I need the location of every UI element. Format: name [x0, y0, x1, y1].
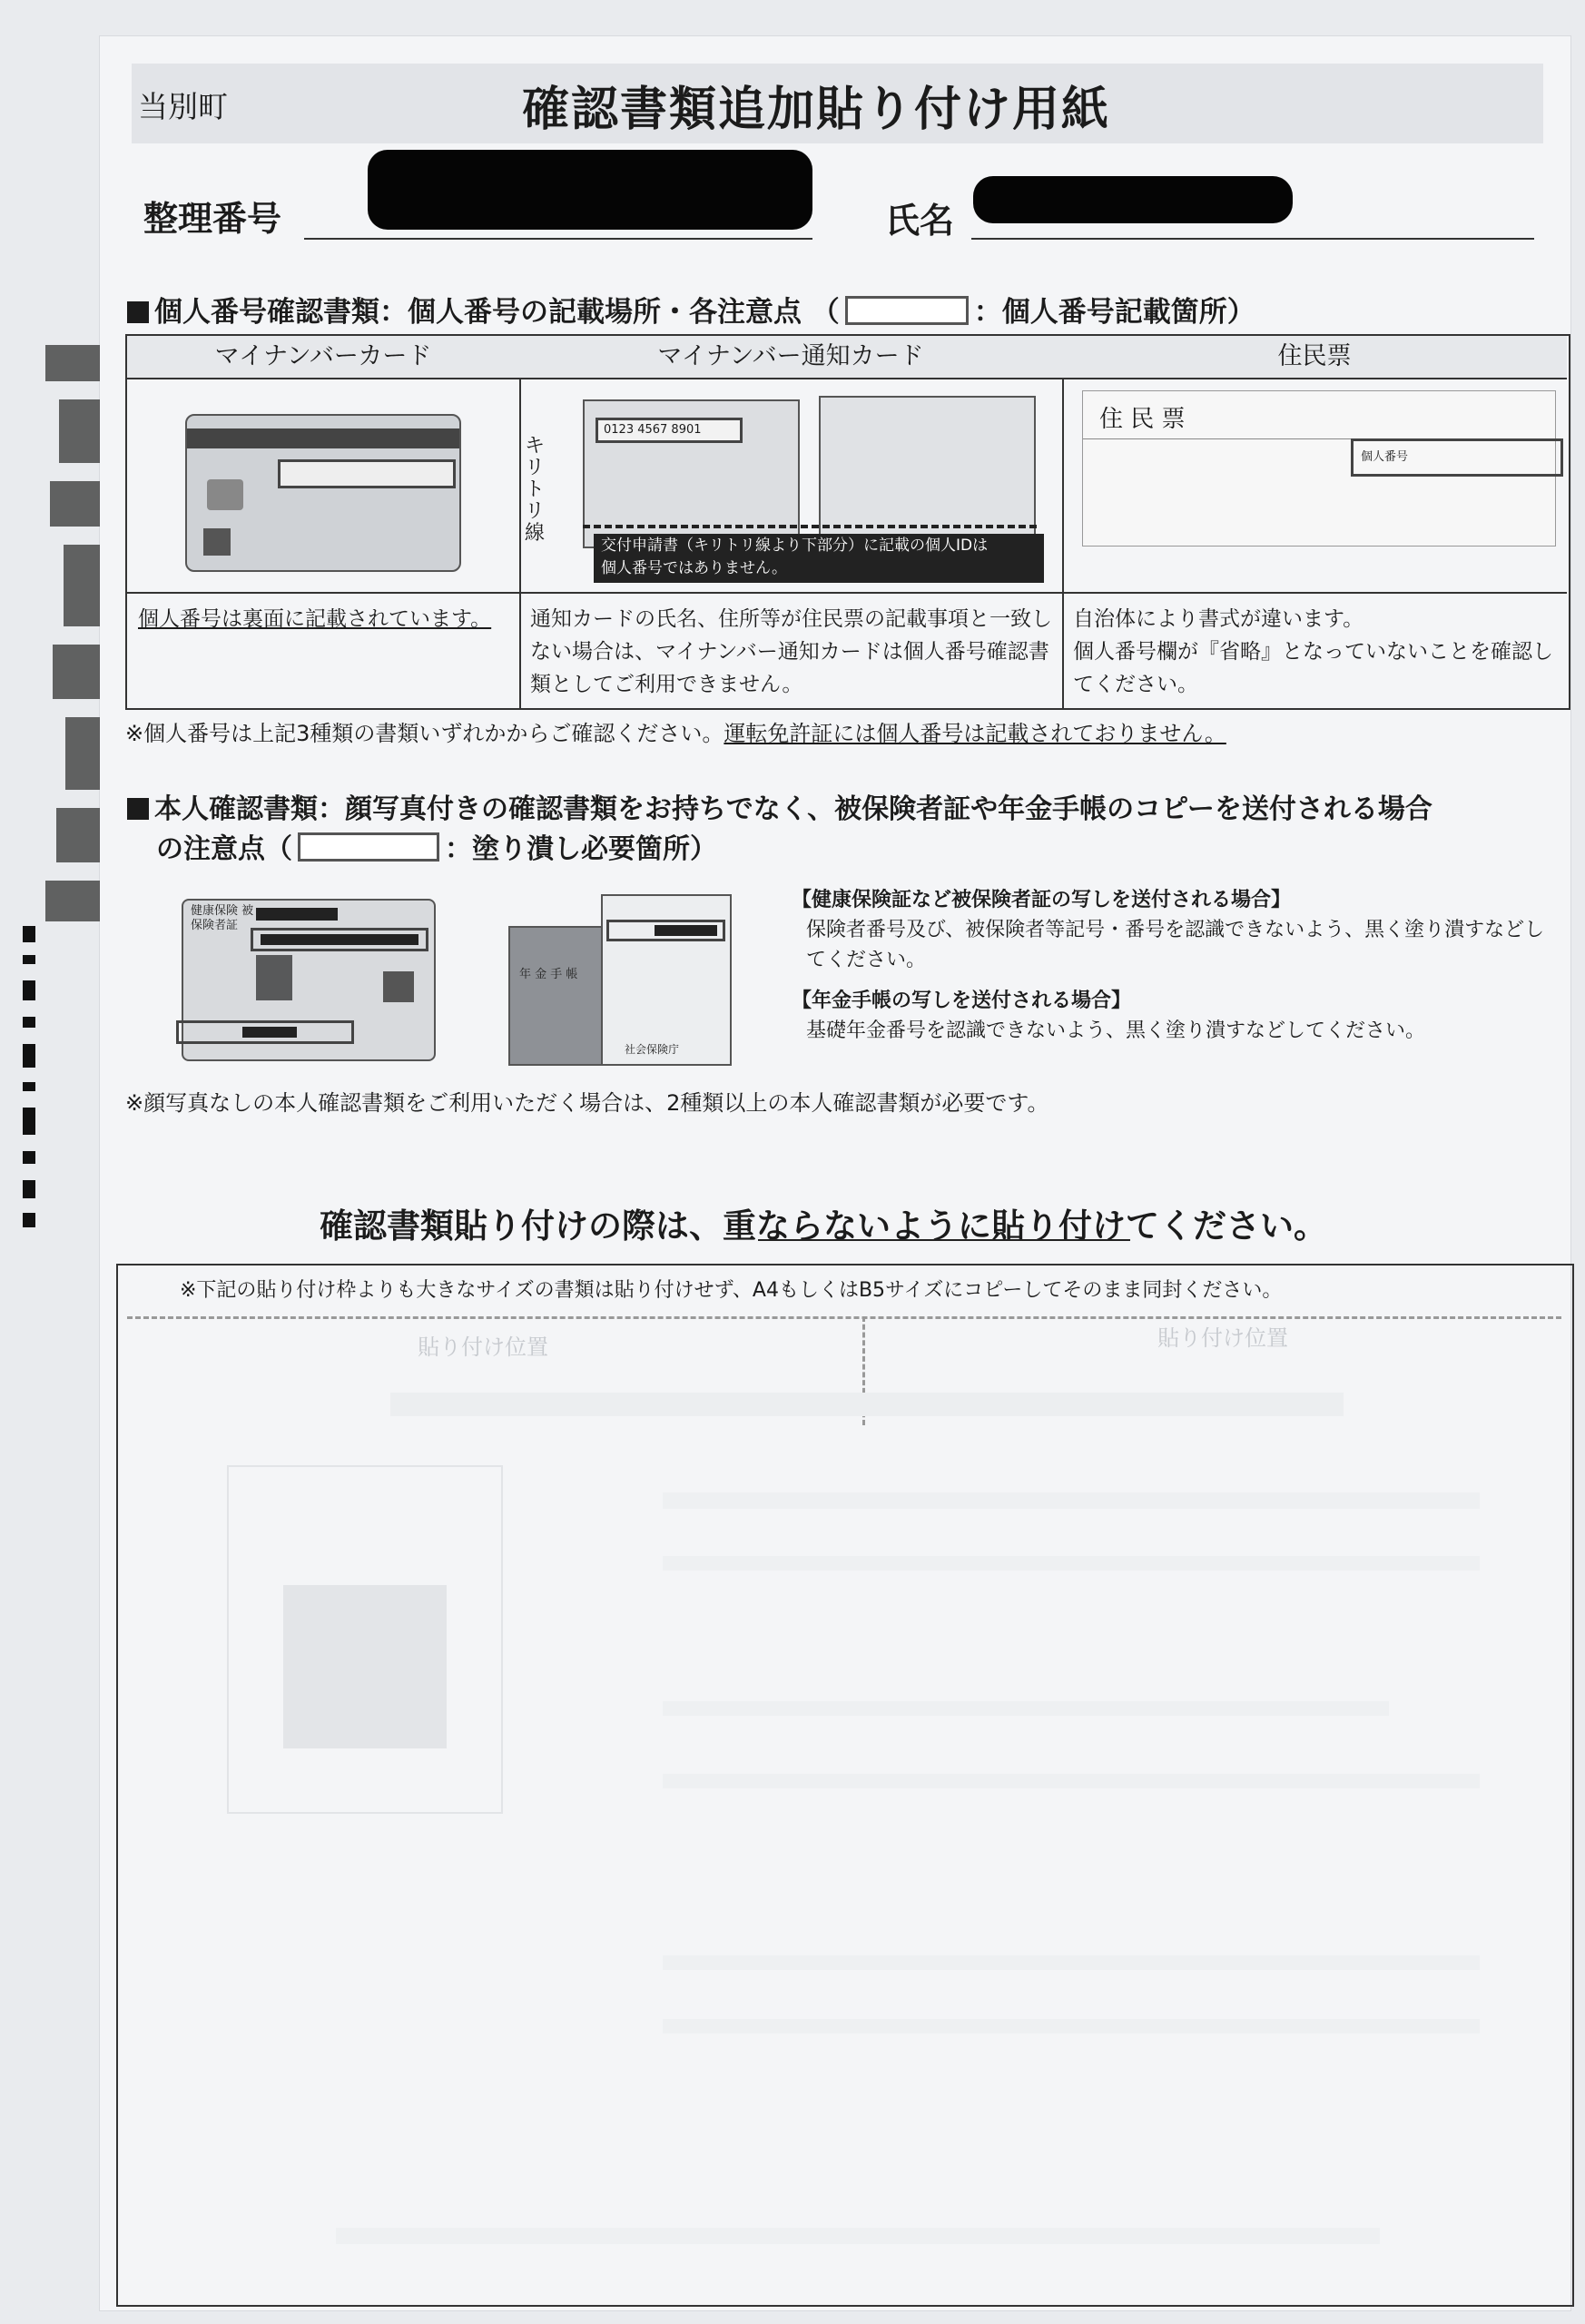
- health-insurance-body: 保険者番号及び、被保険者等記号・番号を認識できないよう、黒く塗り潰すなどしてください。: [806, 919, 1545, 971]
- column-header: マイナンバーカード: [127, 336, 519, 379]
- card-number-box: 0123 4567 8901: [596, 418, 743, 443]
- id-number-documents-table: [125, 334, 1570, 710]
- section2-heading: 本人確認書類：顔写真付きの確認書類をお持ちでなく、被保険者証や年金手帳のコピーを送付される場合 の注意点（ ：塗り潰し必要箇所）: [127, 790, 1570, 870]
- paste-instruction: 確認書類貼り付けの際は、重ならないように貼り付けてください。: [320, 1206, 1327, 1246]
- resident-record-illustration: [1082, 390, 1556, 547]
- ic-chip-icon: [207, 479, 243, 510]
- mynumber-card-illustration: [185, 414, 461, 572]
- qr-code-icon: [383, 971, 414, 1002]
- cut-line-note: 交付申請書（キリトリ線より下部分）に記載の個人IDは 個人番号ではありません。: [594, 534, 1044, 583]
- document-title: 確認書類追加貼り付け用紙: [522, 83, 1111, 137]
- legend-box-icon: [845, 296, 969, 325]
- section1-footnote: ※個人番号は上記3種類の書類いずれかからご確認ください。運転免許証には個人番号は記載されておりません。: [125, 721, 1226, 746]
- mynumber-card-note: 個人番号は裏面に記載されています。: [138, 607, 492, 631]
- paste-divider-horizontal: [127, 1316, 1561, 1319]
- pension-title: 【年金手帳の写しを送付される場合】: [792, 990, 1132, 1012]
- square-bullet-icon: [127, 798, 149, 820]
- paste-sub-instruction: ※下記の貼り付け枠よりも大きなサイズの書類は貼り付けせず、A4もしくはB5サイズにコピーしてそのまま同封ください。: [180, 1279, 1283, 1302]
- qr-code-icon: [203, 528, 231, 556]
- square-bullet-icon: [127, 301, 149, 323]
- symbol-number-box: [251, 928, 428, 951]
- id-number-location-box: 個人番号: [1351, 438, 1563, 477]
- resident-record-note: 自治体により書式が違います。 個人番号欄が『省略』となっていないことを確認してください。: [1073, 607, 1553, 696]
- health-insurance-title: 【健康保険証など被保険者証の写しを送付される場合】: [792, 889, 1292, 911]
- column-resident-record: [1062, 336, 1567, 708]
- number-redaction: [368, 150, 812, 230]
- notification-card-note: 通知カードの氏名、住所等が住民票の記載事項と一致しない場合は、マイナンバー通知カードは個人番号確認書類としてご利用できません。: [530, 607, 1052, 696]
- number-field-line: [304, 238, 812, 240]
- blurred-side-strip: [9, 345, 109, 1244]
- pension-body: 基礎年金番号を認識できないよう、黒く塗り潰すなどしてください。: [806, 1019, 1426, 1042]
- cut-line-label: キリトリ線: [525, 435, 546, 545]
- column-notification-card: [519, 336, 1064, 708]
- section2-instructions: [792, 885, 1554, 1046]
- legend-box-icon: [298, 832, 439, 862]
- pension-office-label: 社会保険庁: [625, 1043, 680, 1056]
- number-location-box: [278, 459, 456, 488]
- pension-book-title: 年 金 手 帳: [519, 968, 578, 981]
- paste-instruction-underline: [758, 1239, 1130, 1241]
- paste-position-right: 貼り付け位置: [1157, 1325, 1288, 1351]
- name-label: 氏名: [885, 201, 955, 241]
- show-through-qr-icon: [283, 1585, 447, 1748]
- paste-area[interactable]: [116, 1264, 1574, 2307]
- insurer-number-box: [176, 1020, 354, 1044]
- show-through-qr-frame: [227, 1465, 503, 1814]
- section1-heading: 個人番号確認書類：個人番号の記載場所・各注意点 （ ：個人番号記載箇所）: [127, 289, 1255, 330]
- column-header: マイナンバー通知カード: [519, 336, 1062, 379]
- basic-pension-number-box: [606, 920, 725, 941]
- column-header: 住民票: [1062, 336, 1567, 379]
- name-field-line: [971, 238, 1534, 240]
- insurance-card-header: 健康保険 被保険者証: [191, 904, 254, 932]
- name-redaction: [973, 176, 1293, 223]
- column-mynumber-card: [127, 336, 521, 708]
- paste-position-left: 貼り付け位置: [418, 1334, 548, 1360]
- municipality-name: 当別町: [138, 89, 228, 124]
- resident-record-title: 住 民 票: [1099, 406, 1186, 433]
- insurance-card-illustration: [182, 899, 436, 1061]
- cut-line: [583, 525, 1037, 528]
- number-label: 整理番号: [143, 199, 282, 239]
- pension-book-page: [601, 894, 732, 1066]
- section2-footnote: ※顔写真なしの本人確認書類をご利用いただく場合は、2種類以上の本人確認書類が必要です。: [125, 1090, 1049, 1116]
